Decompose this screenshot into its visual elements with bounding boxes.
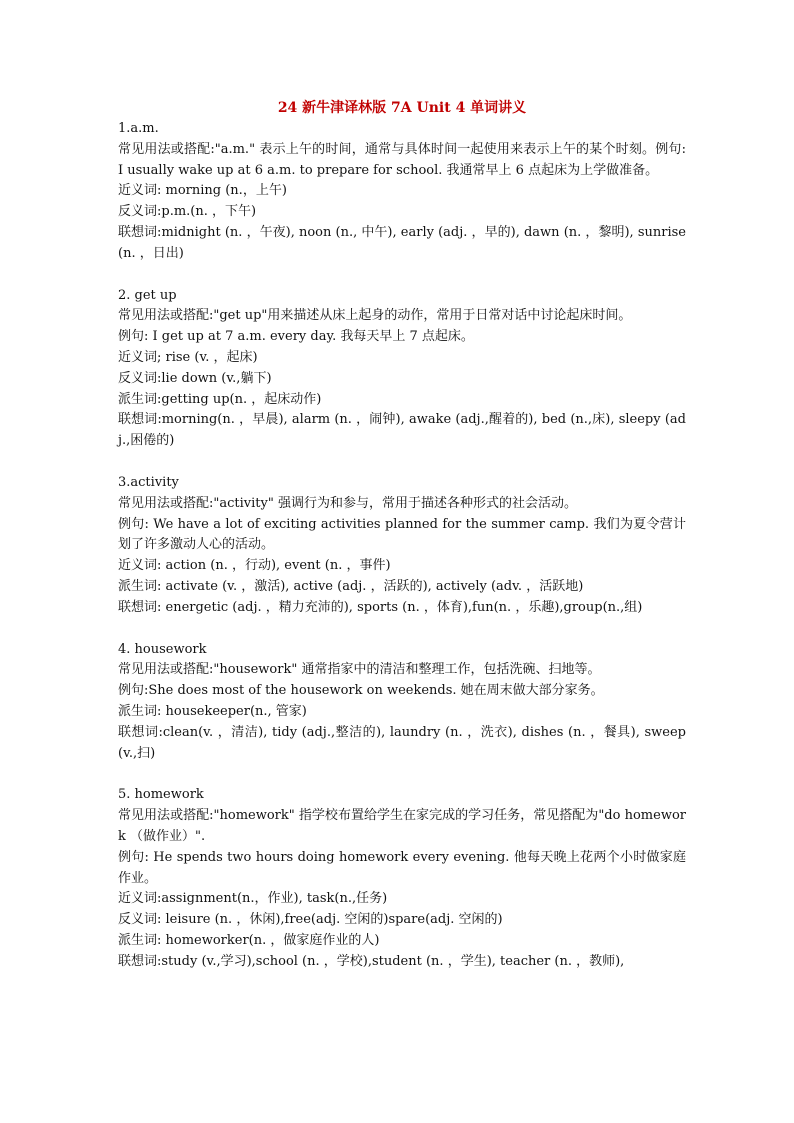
document-page bbox=[118, 98, 686, 993]
vocab-entry-homework bbox=[118, 785, 686, 972]
synonyms: 近义词; rise (v. ，起床) bbox=[118, 349, 258, 365]
synonyms: 近义词: action (n. ，行动), event (n. ，事件) bbox=[118, 558, 391, 574]
entry-heading: 1.a.m. bbox=[118, 121, 159, 136]
example-sentence: 例句:She does most of the housework on weekends. 她在周末做大部分家务。 bbox=[118, 683, 604, 699]
vocab-entry-housework bbox=[118, 640, 686, 765]
usage-and-example: 常见用法或搭配:"a.m." 表示上午的时间，通常与具体时间一起使用来表示上午的某个时刻。例句: I usually wake up at 6 a.m. to prepare for school. 我通常早上 6 点起床为上学做准备。 bbox=[118, 141, 686, 178]
derived-words: 派生词: housekeeper(n., 管家) bbox=[118, 703, 307, 719]
vocab-entry-activity bbox=[118, 473, 686, 619]
entry-heading: 4. housework bbox=[118, 641, 207, 657]
vocab-entry-get-up bbox=[118, 286, 686, 452]
entry-heading: 2. get up bbox=[118, 287, 177, 303]
usage: 常见用法或搭配:"housework" 通常指家中的清洁和整理工作，包括洗碗、扫地等。 bbox=[118, 662, 601, 678]
example-sentence: 例句: He spends two hours doing homework every evening. 他每天晚上花两个小时做家庭作业。 bbox=[118, 849, 686, 886]
synonyms: 近义词:assignment(n.，作业), task(n.,任务) bbox=[118, 891, 388, 907]
usage: 常见用法或搭配:"activity" 强调行为和参与，常用于描述各种形式的社会活动。 bbox=[118, 495, 577, 511]
associated-words: 联想词:clean(v. ，清洁), tidy (adj.,整洁的), laundry (n. ，洗衣), dishes (n. ，餐具), sweep (v.,扫) bbox=[118, 724, 686, 761]
entry-heading: 3.activity bbox=[118, 474, 179, 490]
associated-words: 联想词: energetic (adj. ，精力充沛的), sports (n. ，体育),fun(n. ，乐趣),group(n.,组) bbox=[118, 599, 643, 615]
derived-words: 派生词: activate (v. ，激活), active (adj. ，活跃的), actively (adv. ，活跃地) bbox=[118, 578, 584, 594]
example-sentence: 例句: We have a lot of exciting activities planned for the summer camp. 我们为夏令营计划了许多激动人心的活动。 bbox=[118, 516, 686, 553]
antonyms: 反义词:lie down (v.,躺下) bbox=[118, 370, 272, 386]
antonyms: 反义词:p.m.(n. ，下午) bbox=[118, 204, 257, 220]
associated-words: 联想词:morning(n. ，早晨), alarm (n. ，闹钟), awake (adj.,醒着的), bed (n.,床), sleepy (adj.,困倦的) bbox=[118, 412, 686, 449]
example-sentence: 例句: I get up at 7 a.m. every day. 我每天早上 7 点起床。 bbox=[118, 329, 474, 345]
associated-words: 联想词:study (v.,学习),school (n. ，学校),student (n. ，学生), teacher (n. ，教师), bbox=[118, 953, 625, 969]
antonyms: 反义词: leisure (n. ，休闲),free(adj. 空闲的)spare(adj. 空闲的) bbox=[118, 912, 503, 928]
entry-heading: 5. homework bbox=[118, 787, 204, 803]
usage: 常见用法或搭配:"homework" 指学校布置给学生在家完成的学习任务，常见搭配为"do homework （做作业）". bbox=[118, 808, 686, 844]
vocab-entry-am bbox=[118, 119, 686, 265]
synonyms: 近义词: morning (n.，上午) bbox=[118, 183, 287, 199]
document-title: 24 新牛津译林版 7A Unit 4 单词讲义 bbox=[277, 100, 527, 116]
usage: 常见用法或搭配:"get up"用来描述从床上起身的动作，常用于日常对话中讨论起床时间。 bbox=[118, 308, 632, 324]
derived-words: 派生词: homeworker(n. ，做家庭作业的人) bbox=[118, 932, 380, 948]
associated-words: 联想词:midnight (n. ，午夜), noon (n., 中午), early (adj. ，早的), dawn (n. ，黎明), sunrise(n. ，日出) bbox=[118, 224, 686, 261]
derived-words: 派生词:getting up(n. ，起床动作) bbox=[118, 391, 322, 407]
